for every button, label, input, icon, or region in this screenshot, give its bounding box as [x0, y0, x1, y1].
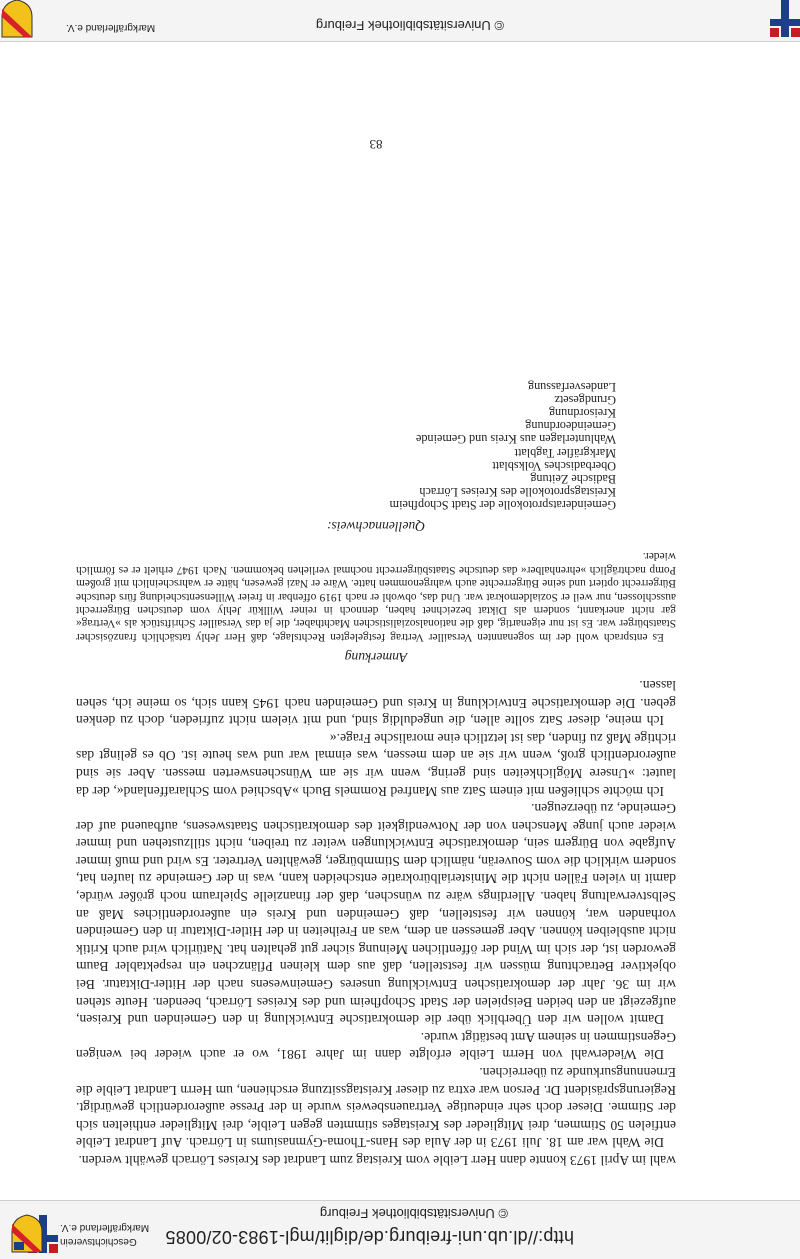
- copyright-text: © Universitätsbibliothek Freiburg: [319, 1206, 508, 1221]
- paragraph-3: Die Wiederwahl von Herrn Leible erfolgte dann im Jahre 1981, wo er auch wieder bei wenigen Gegenstimmen in seinem Amt bestätigt wurde.: [76, 1029, 676, 1063]
- paragraph-6: Ich meine, dieser Satz sollte allen, die ungeduldig sind, und mit vielem nicht zufrieden, doch zu denken geben. Die demokratische Entwicklung in Kreis und Gemeinden nach 1945 kann sich, so meine ich, sehen lassen.: [76, 677, 676, 729]
- document-url-link[interactable]: http://dl.ub.uni-freiburg.de/diglit/mgl-1983-02/0085: [165, 1227, 574, 1247]
- viewer-header: [0, 1200, 800, 1259]
- source-item: Badische Zeitung: [530, 471, 616, 486]
- page-body: [76, 137, 676, 1169]
- sources-list: [76, 379, 676, 511]
- source-item: Grundgesetz: [554, 392, 616, 407]
- footer-society-text: Markgräflerland e.V.: [66, 22, 156, 33]
- paragraph-5: Ich möchte schließen mit einem Satz aus Manfred Rommels Buch »Abschied vom Schlaraffenland«, der da lautet: »Unsere Möglichkeiten sind gering, wenn wir sie am Wünschenswerten messen. Aber sie sind außerordentlich groß, wenn wir sie an dem messen, was einmal war und was heute ist. Ob es gelingt das richtige Maß zu finden, das ist letztlich eine moralische Frage.«: [76, 730, 676, 799]
- society-name-line1: Geschichtsverein: [60, 1236, 137, 1247]
- sources-heading: Quellennachweis:: [326, 518, 426, 534]
- geschichtsverein-crest-icon: [10, 1214, 44, 1254]
- geschichtsverein-crest-icon: [0, 0, 34, 39]
- note-text: Es entsprach wohl der im sogenannten Versailler Vertrag festgelegten Rechtslage, daß Herr Jehly tatsächlich französischer Staatsbürger war. Es ist nur eigenartig, daß die nationalsozialistischen Machthaber, die ja das Versailler Schriftstück als »Vertrag« gar nicht anerkannt, sondern als Diktat bezeichnet haben, dennoch in reiner Willkür Jehly vom deutschen Bürgerrecht ausschlossen, nur weil er Sozialdemokrat war. Und das, obwohl er nach 1919 offenbar in freier Willensentscheidung fürs deutsche Bürgerrecht optiert und seine Bürgerrechte auch wahrgenommen hatte. Wäre er Nazi gewesen, hätte er wahrscheinlich mit großem Pomp nachträglich »ehrenhalber« das deutsche Staatsbürgerrecht nochmal verliehen bekommen. Nach 1947 erhielt er es förmlich wieder.: [76, 550, 676, 643]
- paragraph-1: wahl im April 1973 konnte dann Herr Leible vom Kreistag zum Landrat des Kreises Lörrach gewählt werden.: [78, 1153, 676, 1168]
- source-item: Gemeindeordnung: [525, 419, 616, 434]
- ub-freiburg-logo-icon: [770, 0, 800, 37]
- source-item: Wahlunterlagen aus Kreis und Gemeinde: [415, 432, 616, 447]
- paragraph-2: Die Wahl war am 18. Juli 1973 in der Aula des Hans-Thoma-Gymnasiums in Lörrach. Auf Landrat Leible entfielen 50 Stimmen, drei Mitglieder des Kreistages stimmten gegen Leible, drei Mitglieder enthielten sich der Stimme. Dieser doch sehr eindeutige Vertrauensbeweis wurde in der Presse außerordentlich gewürdigt. Regierungspräsident Dr. Person war extra zu dieser Kreistagssitzung erschienen, um Herrn Landrat Leible die Ernennungsurkunde zu überreichen.: [76, 1065, 676, 1151]
- footer-copyright-text: © Universitätsbibliothek Freiburg: [315, 18, 504, 33]
- source-item: Gemeinderatsprotokolle der Stadt Schopfheim: [389, 498, 616, 513]
- note-heading: Anmerkung: [344, 650, 408, 666]
- page-number: 83: [369, 137, 383, 152]
- paragraph-4: Damit wollen wir den Überblick über die demokratische Entwicklung in den Gemeinden und Kreisen, aufgezeigt an den beiden Beispielen der Stadt Schopfheim und des Kreises Lörrach, beenden. Heute stehen wir im 36. Jahr der demokratischen Entwicklung unseres Gemeinwesens nach der Hitler-Diktatur. Bei objektiver Betrachtung müssen wir feststellen, daß aus dem kleinen Pflänzchen ein respektabler Baum geworden ist, der sich im Wind der öffentlichen Meinung sicher gut gehalten hat. Natürlich wird auch Kritik nicht ausbleiben können. Aber gemessen an dem, was an Freiheiten in der Hitler-Diktatur in den Gemeinden vorhanden war, können wir feststellen, daß Gemeinden und Kreis ein außerordentliches Maß an Selbstverwaltung haben. Allerdings wäre zu wünschen, daß der finanzielle Spielraum noch größer würde, damit in vielen Fällen nicht die Ministerialbürokratie entscheiden kann, was in der Gemeinde zu laufen hat, sondern wirklich die vom Souverän, nämlich dem Stimmbürger, gewählten Vertreter. Es wird und muß immer Aufgabe von Bürgern sein, demokratische Entwicklungen weiter zu treiben, nicht stillzustehen und immer wieder auch junge Menschen von der Notwendigkeit des demokratischen Staatswesens, aufbauend auf der Gemeinde, zu überzeugen.: [76, 801, 676, 1028]
- source-item: Markgräfler Tagblatt: [514, 445, 616, 460]
- source-item: Landesverfassung: [528, 379, 616, 394]
- viewer-footer: [0, 0, 800, 42]
- source-item: Kreistagsprotokolle des Kreises Lörrach: [419, 485, 616, 500]
- source-item: Kreisordnung: [548, 405, 616, 420]
- source-item: Oberbadisches Volksblatt: [492, 458, 616, 473]
- society-name-line2: Markgräflerland e.V.: [60, 1222, 150, 1233]
